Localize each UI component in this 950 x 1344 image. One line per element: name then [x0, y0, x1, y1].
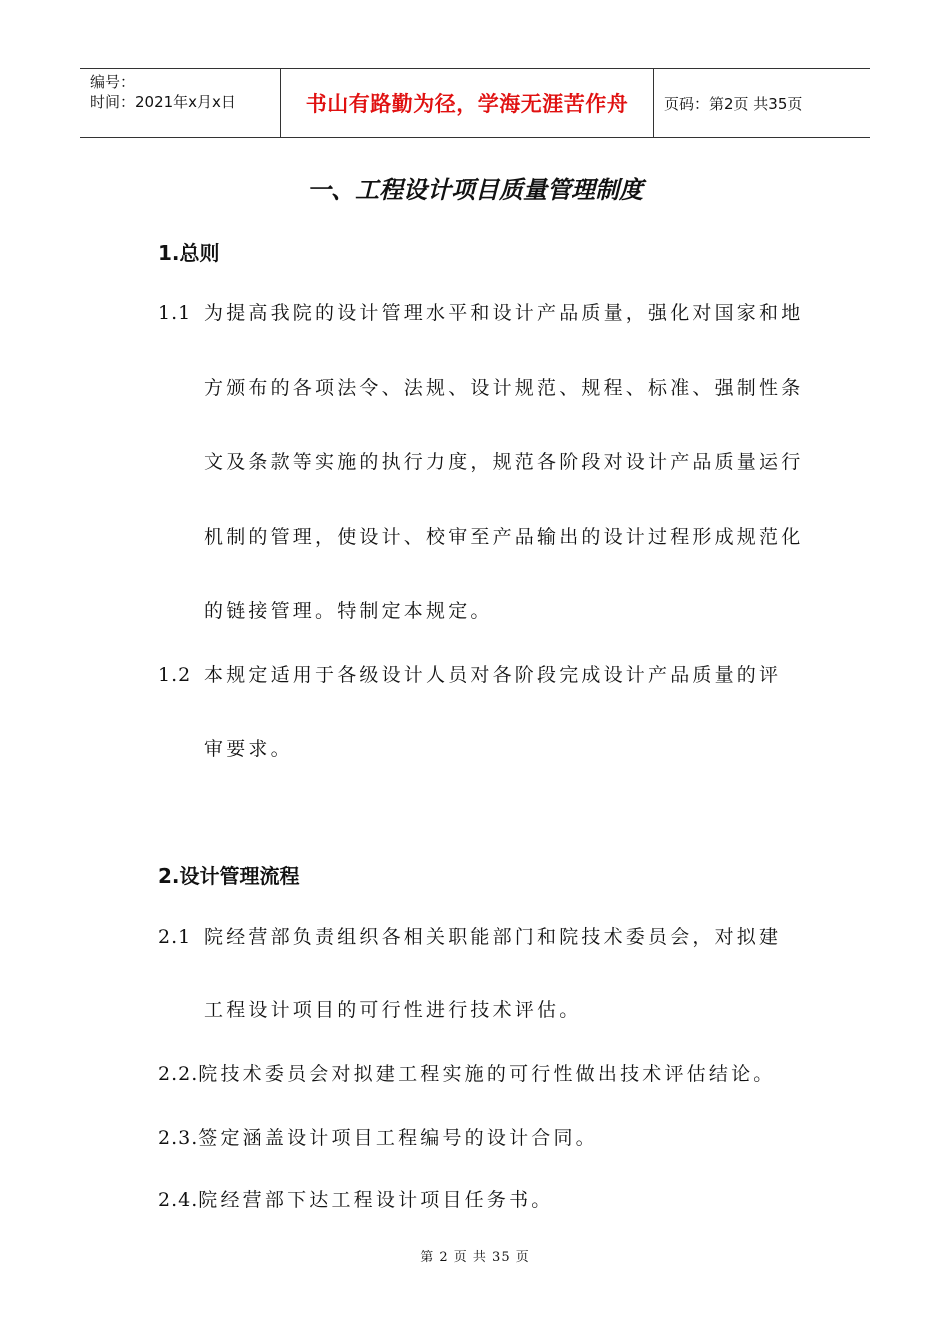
- paragraph-line: [158, 298, 803, 325]
- item-text: 院经营部下达工程设计项目任务书。: [198, 1189, 554, 1211]
- header-meta-cell: [80, 69, 281, 137]
- paragraph-line: 文及条款等实施的执行力度，规范各阶段对设计产品质量运行: [204, 451, 804, 473]
- paragraph-line: 审要求。: [204, 738, 293, 760]
- item-text: 院技术委员会对拟建工程实施的可行性做出技术评估结论。: [198, 1063, 776, 1085]
- paragraph-line: 的链接管理。特制定本规定。: [204, 600, 493, 622]
- item-text: 为提高我院的设计管理水平和设计产品质量，强化对国家和地: [204, 302, 804, 324]
- paragraph-line: 方颁布的各项法令、法规、设计规范、规程、标准、强制性条: [204, 377, 804, 399]
- item-text: 签定涵盖设计项目工程编号的设计合同。: [198, 1127, 598, 1149]
- paragraph-line: [158, 1123, 598, 1150]
- paragraph-line: [158, 922, 781, 949]
- item-number: 2.2.: [158, 1063, 199, 1085]
- header-page-label: 页码：第2页 共35页: [664, 94, 803, 113]
- paragraph-line: [158, 1185, 553, 1212]
- item-text: 院经营部负责组织各相关职能部门和院技术委员会，对拟建: [204, 926, 782, 948]
- paragraph-line: [158, 1059, 775, 1086]
- header-motto: 书山有路勤为径，学海无涯苦作舟: [281, 69, 654, 137]
- item-number: 2.3.: [158, 1127, 199, 1149]
- document-date-label: 时间：2021年x月x日: [90, 93, 236, 111]
- item-number: 1.2: [158, 664, 192, 686]
- section-heading-2: 2.设计管理流程: [158, 864, 300, 888]
- page-footer: 第 2 页 共 35 页: [420, 1250, 530, 1265]
- page-title: 一、工程设计项目质量管理制度: [307, 176, 643, 204]
- document-header: [80, 68, 870, 138]
- item-number: 2.4.: [158, 1189, 199, 1211]
- item-number: 1.1: [158, 302, 192, 324]
- paragraph-line: [158, 660, 781, 687]
- paragraph-line: 机制的管理，使设计、校审至产品输出的设计过程形成规范化: [204, 526, 804, 548]
- document-number-label: 编号：: [90, 73, 136, 91]
- section-heading-1: 1.总则: [158, 241, 220, 265]
- item-text: 本规定适用于各级设计人员对各阶段完成设计产品质量的评: [204, 664, 782, 686]
- paragraph-line: 工程设计项目的可行性进行技术评估。: [204, 999, 582, 1021]
- item-number: 2.1: [158, 926, 192, 948]
